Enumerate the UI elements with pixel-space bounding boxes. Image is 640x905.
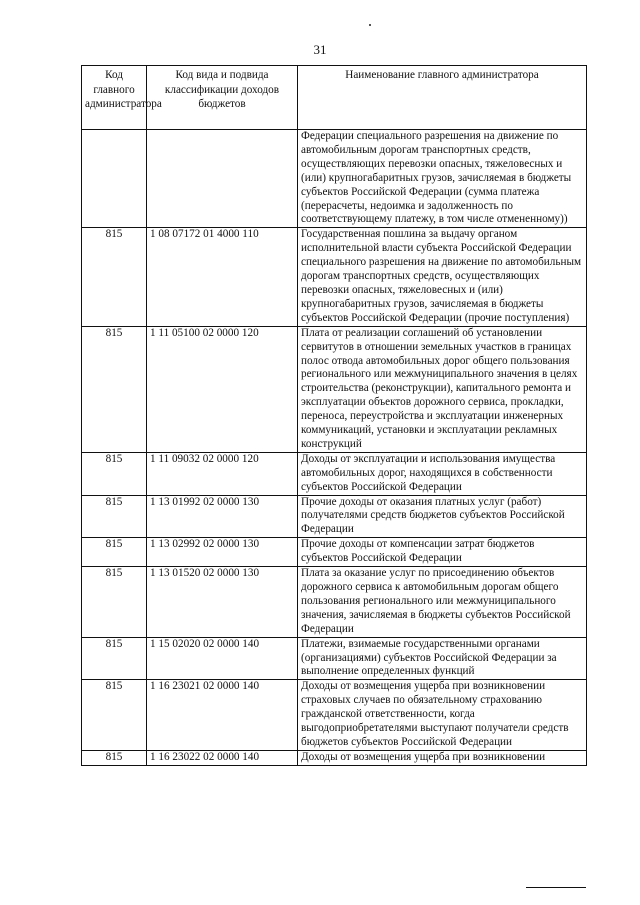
admin-name-cell: Государственная пошлина за выдачу органом исполнительной власти субъекта Российской Федерации специального разрешения на движение по автомобильным дорогам транспортных средств, осуществляющих перевозки опасных, тяжеловесных и (или) крупногабаритных грузов, зачисляемая в бюджеты субъектов Российской Федерации (прочие поступления) [298,228,587,326]
admin-name-cell: Прочие доходы от оказания платных услуг (работ) получателями средств бюджетов субъектов Российской Федерации [298,495,587,538]
table-row [82,452,587,495]
admin-code-cell [82,130,147,228]
classification-code-cell: 1 16 23022 02 0000 140 [147,750,298,765]
classification-code-cell [147,130,298,228]
admin-code-cell: 815 [82,228,147,326]
header-classification-code: Код вида и подвида классификации доходов бюджетов [147,66,298,130]
classification-code-cell: 1 11 09032 02 0000 120 [147,452,298,495]
footer-rule [526,887,586,888]
classification-code-cell: 1 08 07172 01 4000 110 [147,228,298,326]
admin-name-cell: Доходы от возмещения ущерба при возникновении [298,750,587,765]
admin-name-cell: Плата за оказание услуг по присоединению объектов дорожного сервиса к автомобильным дорогам общего пользования регионального или межмуниципального значения, зачисляемая в бюджеты субъектов Российской Федерации [298,567,587,638]
table-row [82,326,587,452]
classification-code-cell: 1 16 23021 02 0000 140 [147,680,298,751]
admin-name-cell: Доходы от эксплуатации и использования имущества автомобильных дорог, находящихся в собственности субъектов Российской Федерации [298,452,587,495]
admin-name-cell: Федерации специального разрешения на движение по автомобильным дорогам транспортных средств, осуществляющих перевозки опасных, тяжеловесных и (или) крупногабаритных грузов, зачисляемая в бюджеты субъектов Российской Федерации (сумма платежа (перерасчеты, недоимка и задолженность по соответствующему платежу, в том числе отмененному)) [298,130,587,228]
admin-code-cell: 815 [82,326,147,452]
table-row [82,750,587,765]
admin-code-cell: 815 [82,750,147,765]
header-admin-name: Наименование главного администратора [298,66,587,130]
table-row [82,228,587,326]
admin-name-cell: Платежи, взимаемые государственными органами (организациями) субъектов Российской Федерации за выполнение определенных функций [298,637,587,680]
admin-code-cell: 815 [82,495,147,538]
admin-name-cell: Прочие доходы от компенсации затрат бюджетов субъектов Российской Федерации [298,538,587,567]
classification-code-cell: 1 13 01992 02 0000 130 [147,495,298,538]
scan-speck [369,24,371,26]
admin-code-cell: 815 [82,680,147,751]
admin-name-cell: Доходы от возмещения ущерба при возникновении страховых случаев по обязательному страхованию гражданской ответственности, когда выгодоприобретателями выступают получатели средств бюджетов субъектов Российской Федерации [298,680,587,751]
revenue-administrators-table [81,65,587,766]
table-header-row [82,66,587,130]
admin-code-cell: 815 [82,567,147,638]
table-row [82,538,587,567]
header-admin-code: Код главного администратора [82,66,147,130]
admin-code-cell: 815 [82,538,147,567]
admin-code-cell: 815 [82,637,147,680]
table-row [82,680,587,751]
classification-code-cell: 1 11 05100 02 0000 120 [147,326,298,452]
admin-name-cell: Плата от реализации соглашений об установлении сервитутов в отношении земельных участков в границах полос отвода автомобильных дорог общего пользования регионального или межмуниципального значения в целях строительства (реконструкции), капитального ремонта и эксплуатации объектов дорожного сервиса, прокладки, переноса, переустройства и эксплуатации инженерных коммуникаций, установки и эксплуатации рекламных конструкций [298,326,587,452]
table-row [82,637,587,680]
admin-code-cell: 815 [82,452,147,495]
classification-code-cell: 1 13 02992 02 0000 130 [147,538,298,567]
page-number: 31 [313,42,327,57]
classification-code-cell: 1 13 01520 02 0000 130 [147,567,298,638]
table-row [82,495,587,538]
table-row [82,567,587,638]
table-row [82,130,587,228]
classification-code-cell: 1 15 02020 02 0000 140 [147,637,298,680]
